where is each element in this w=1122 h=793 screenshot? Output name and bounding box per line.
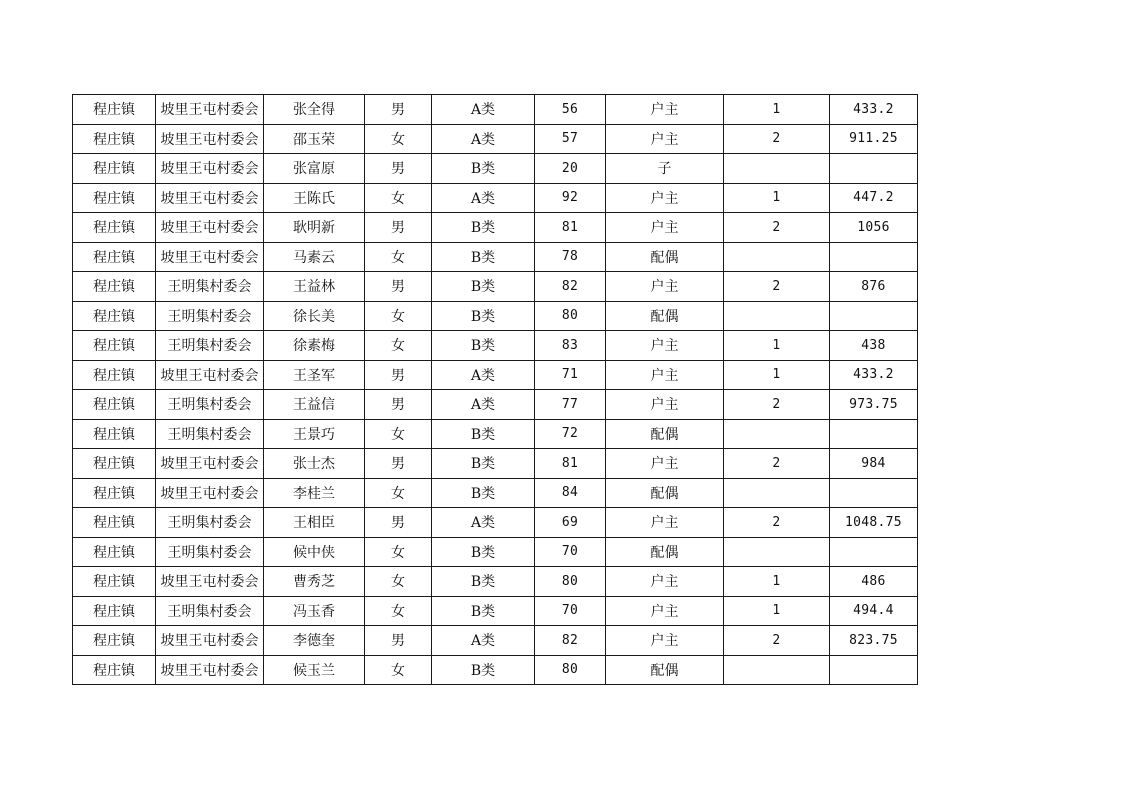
town-cell: 程庄镇 [73, 213, 156, 243]
village-cell: 坡里王屯村委会 [156, 124, 264, 154]
relation-cell: 户主 [606, 272, 724, 302]
village-cell: 王明集村委会 [156, 390, 264, 420]
household-size-cell [724, 655, 830, 685]
age-cell: 82 [535, 626, 606, 656]
table-row [73, 360, 918, 390]
amount-cell [830, 537, 918, 567]
table-row [73, 449, 918, 479]
household-size-cell [724, 537, 830, 567]
town-cell: 程庄镇 [73, 596, 156, 626]
name-cell: 候玉兰 [264, 655, 365, 685]
town-cell: 程庄镇 [73, 537, 156, 567]
amount-cell: 433.2 [830, 95, 918, 125]
village-cell: 坡里王屯村委会 [156, 567, 264, 597]
town-cell: 程庄镇 [73, 419, 156, 449]
gender-cell: 男 [365, 449, 432, 479]
age-cell: 83 [535, 331, 606, 361]
amount-cell [830, 242, 918, 272]
gender-cell: 男 [365, 272, 432, 302]
table-row [73, 537, 918, 567]
town-cell: 程庄镇 [73, 331, 156, 361]
relation-cell: 配偶 [606, 419, 724, 449]
table-row [73, 301, 918, 331]
table-row [73, 478, 918, 508]
name-cell: 王相臣 [264, 508, 365, 538]
category-cell: B类 [432, 596, 535, 626]
relation-cell: 户主 [606, 124, 724, 154]
table-row [73, 124, 918, 154]
gender-cell: 女 [365, 183, 432, 213]
category-cell: A类 [432, 390, 535, 420]
category-cell: B类 [432, 242, 535, 272]
age-cell: 70 [535, 596, 606, 626]
name-cell: 李桂兰 [264, 478, 365, 508]
amount-cell: 1048.75 [830, 508, 918, 538]
relation-cell: 户主 [606, 508, 724, 538]
amount-cell: 433.2 [830, 360, 918, 390]
name-cell: 冯玉香 [264, 596, 365, 626]
table-body [73, 95, 918, 685]
table-row [73, 508, 918, 538]
table-row [73, 626, 918, 656]
village-cell: 王明集村委会 [156, 301, 264, 331]
age-cell: 92 [535, 183, 606, 213]
gender-cell: 女 [365, 331, 432, 361]
category-cell: B类 [432, 301, 535, 331]
category-cell: B类 [432, 272, 535, 302]
village-cell: 坡里王屯村委会 [156, 449, 264, 479]
table-row [73, 95, 918, 125]
category-cell: A类 [432, 124, 535, 154]
age-cell: 56 [535, 95, 606, 125]
gender-cell: 女 [365, 419, 432, 449]
household-size-cell: 1 [724, 596, 830, 626]
category-cell: B类 [432, 154, 535, 184]
town-cell: 程庄镇 [73, 626, 156, 656]
table-row [73, 154, 918, 184]
household-size-cell [724, 301, 830, 331]
town-cell: 程庄镇 [73, 655, 156, 685]
household-size-cell: 2 [724, 124, 830, 154]
household-size-cell [724, 242, 830, 272]
gender-cell: 女 [365, 655, 432, 685]
age-cell: 20 [535, 154, 606, 184]
town-cell: 程庄镇 [73, 124, 156, 154]
gender-cell: 女 [365, 596, 432, 626]
gender-cell: 女 [365, 124, 432, 154]
household-size-cell [724, 154, 830, 184]
household-size-cell: 2 [724, 508, 830, 538]
relation-cell: 户主 [606, 360, 724, 390]
table-row [73, 331, 918, 361]
amount-cell [830, 154, 918, 184]
name-cell: 候中侠 [264, 537, 365, 567]
village-cell: 王明集村委会 [156, 537, 264, 567]
gender-cell: 女 [365, 301, 432, 331]
gender-cell: 男 [365, 390, 432, 420]
village-cell: 王明集村委会 [156, 272, 264, 302]
town-cell: 程庄镇 [73, 567, 156, 597]
household-size-cell: 2 [724, 626, 830, 656]
category-cell: A类 [432, 95, 535, 125]
name-cell: 王益林 [264, 272, 365, 302]
relation-cell: 子 [606, 154, 724, 184]
category-cell: A类 [432, 360, 535, 390]
age-cell: 70 [535, 537, 606, 567]
age-cell: 84 [535, 478, 606, 508]
gender-cell: 女 [365, 478, 432, 508]
relation-cell: 配偶 [606, 478, 724, 508]
amount-cell: 911.25 [830, 124, 918, 154]
gender-cell: 男 [365, 213, 432, 243]
town-cell: 程庄镇 [73, 508, 156, 538]
household-size-cell: 2 [724, 213, 830, 243]
village-cell: 坡里王屯村委会 [156, 95, 264, 125]
gender-cell: 男 [365, 95, 432, 125]
village-cell: 坡里王屯村委会 [156, 360, 264, 390]
name-cell: 曹秀芝 [264, 567, 365, 597]
town-cell: 程庄镇 [73, 449, 156, 479]
relation-cell: 户主 [606, 213, 724, 243]
village-cell: 坡里王屯村委会 [156, 626, 264, 656]
table-row [73, 390, 918, 420]
relation-cell: 配偶 [606, 537, 724, 567]
name-cell: 耿明新 [264, 213, 365, 243]
gender-cell: 女 [365, 567, 432, 597]
category-cell: B类 [432, 213, 535, 243]
name-cell: 张富原 [264, 154, 365, 184]
gender-cell: 男 [365, 508, 432, 538]
table-row [73, 183, 918, 213]
name-cell: 王景巧 [264, 419, 365, 449]
household-size-cell: 1 [724, 331, 830, 361]
amount-cell: 876 [830, 272, 918, 302]
table-row [73, 567, 918, 597]
name-cell: 邵玉荣 [264, 124, 365, 154]
relation-cell: 户主 [606, 449, 724, 479]
town-cell: 程庄镇 [73, 360, 156, 390]
table-row [73, 596, 918, 626]
relation-cell: 户主 [606, 331, 724, 361]
amount-cell: 438 [830, 331, 918, 361]
town-cell: 程庄镇 [73, 95, 156, 125]
household-size-cell: 1 [724, 95, 830, 125]
village-cell: 王明集村委会 [156, 331, 264, 361]
relation-cell: 配偶 [606, 655, 724, 685]
village-cell: 王明集村委会 [156, 508, 264, 538]
amount-cell: 1056 [830, 213, 918, 243]
gender-cell: 女 [365, 242, 432, 272]
category-cell: B类 [432, 419, 535, 449]
village-cell: 坡里王屯村委会 [156, 183, 264, 213]
town-cell: 程庄镇 [73, 301, 156, 331]
category-cell: B类 [432, 331, 535, 361]
name-cell: 徐长美 [264, 301, 365, 331]
amount-cell: 973.75 [830, 390, 918, 420]
relation-cell: 户主 [606, 626, 724, 656]
village-cell: 坡里王屯村委会 [156, 213, 264, 243]
amount-cell [830, 419, 918, 449]
name-cell: 王圣军 [264, 360, 365, 390]
household-size-cell [724, 419, 830, 449]
name-cell: 张士杰 [264, 449, 365, 479]
age-cell: 80 [535, 301, 606, 331]
category-cell: A类 [432, 183, 535, 213]
relation-cell: 户主 [606, 596, 724, 626]
village-cell: 坡里王屯村委会 [156, 655, 264, 685]
age-cell: 77 [535, 390, 606, 420]
household-size-cell: 1 [724, 567, 830, 597]
category-cell: B类 [432, 537, 535, 567]
town-cell: 程庄镇 [73, 272, 156, 302]
relation-cell: 户主 [606, 183, 724, 213]
amount-cell [830, 301, 918, 331]
age-cell: 71 [535, 360, 606, 390]
household-size-cell: 2 [724, 449, 830, 479]
gender-cell: 女 [365, 537, 432, 567]
table-row [73, 213, 918, 243]
amount-cell: 984 [830, 449, 918, 479]
village-cell: 坡里王屯村委会 [156, 478, 264, 508]
name-cell: 马素云 [264, 242, 365, 272]
village-cell: 坡里王屯村委会 [156, 242, 264, 272]
category-cell: A类 [432, 508, 535, 538]
category-cell: B类 [432, 567, 535, 597]
amount-cell: 823.75 [830, 626, 918, 656]
gender-cell: 男 [365, 626, 432, 656]
amount-cell: 486 [830, 567, 918, 597]
name-cell: 王益信 [264, 390, 365, 420]
age-cell: 69 [535, 508, 606, 538]
name-cell: 李德奎 [264, 626, 365, 656]
town-cell: 程庄镇 [73, 242, 156, 272]
category-cell: A类 [432, 626, 535, 656]
household-size-cell: 2 [724, 272, 830, 302]
age-cell: 72 [535, 419, 606, 449]
category-cell: B类 [432, 655, 535, 685]
gender-cell: 男 [365, 154, 432, 184]
table-row [73, 655, 918, 685]
village-cell: 王明集村委会 [156, 419, 264, 449]
household-table [72, 94, 918, 685]
village-cell: 王明集村委会 [156, 596, 264, 626]
table-row [73, 242, 918, 272]
relation-cell: 户主 [606, 390, 724, 420]
category-cell: B类 [432, 478, 535, 508]
spreadsheet-page [72, 94, 918, 685]
age-cell: 80 [535, 567, 606, 597]
category-cell: B类 [432, 449, 535, 479]
age-cell: 78 [535, 242, 606, 272]
name-cell: 王陈氏 [264, 183, 365, 213]
name-cell: 张全得 [264, 95, 365, 125]
town-cell: 程庄镇 [73, 478, 156, 508]
age-cell: 80 [535, 655, 606, 685]
household-size-cell: 1 [724, 360, 830, 390]
relation-cell: 户主 [606, 567, 724, 597]
amount-cell [830, 655, 918, 685]
table-row [73, 272, 918, 302]
town-cell: 程庄镇 [73, 390, 156, 420]
age-cell: 81 [535, 213, 606, 243]
table-row [73, 419, 918, 449]
village-cell: 坡里王屯村委会 [156, 154, 264, 184]
age-cell: 81 [535, 449, 606, 479]
amount-cell [830, 478, 918, 508]
amount-cell: 494.4 [830, 596, 918, 626]
town-cell: 程庄镇 [73, 154, 156, 184]
relation-cell: 配偶 [606, 301, 724, 331]
name-cell: 徐素梅 [264, 331, 365, 361]
relation-cell: 配偶 [606, 242, 724, 272]
gender-cell: 男 [365, 360, 432, 390]
town-cell: 程庄镇 [73, 183, 156, 213]
age-cell: 57 [535, 124, 606, 154]
household-size-cell: 2 [724, 390, 830, 420]
relation-cell: 户主 [606, 95, 724, 125]
household-size-cell: 1 [724, 183, 830, 213]
amount-cell: 447.2 [830, 183, 918, 213]
household-size-cell [724, 478, 830, 508]
age-cell: 82 [535, 272, 606, 302]
